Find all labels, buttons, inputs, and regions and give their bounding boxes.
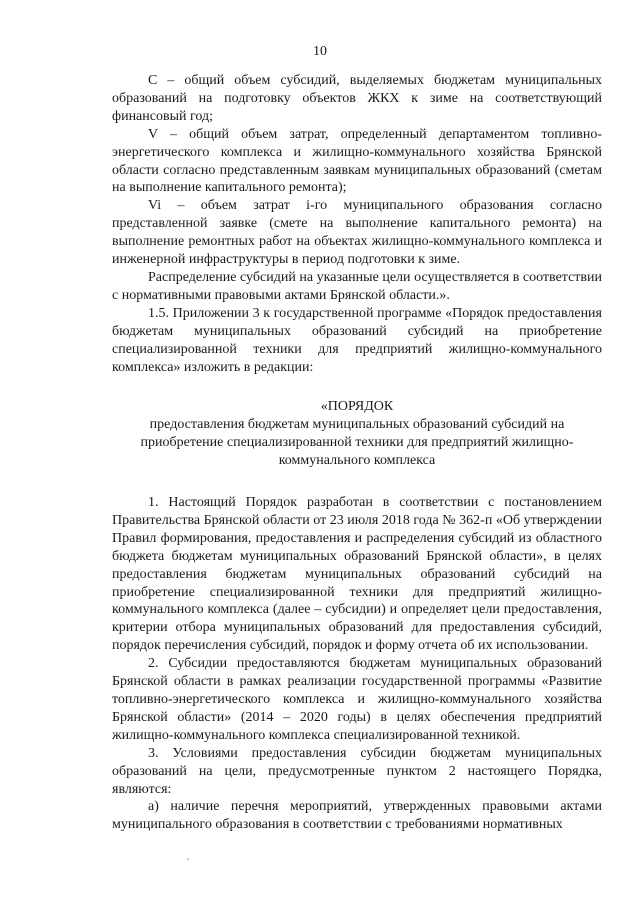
paragraph-item-3a: а) наличие перечня мероприятий, утвержденных правовыми актами муниципального образования в соответствии с требованиями нормативных bbox=[112, 799, 602, 833]
paragraph-amendment-1-5: 1.5. Приложении 3 к государственной программе «Порядок предоставления бюджетам муниципальных образований субсидий на приобретение специализированной техники для предприятий жилищно-коммунального комплекса» изложить в редакции: bbox=[112, 305, 602, 375]
paragraph-item-3: 3. Условиями предоставления субсидии бюджетам муниципальных образований на цели, предусмотренные пунктом 2 настоящего Порядка, являются: bbox=[112, 745, 602, 797]
scan-speck bbox=[187, 858, 189, 860]
procedure-subtitle: предоставления бюджетам муниципальных образований субсидий на приобретение специализированной техники для предприятий жилищно-коммунального комплекса bbox=[140, 417, 574, 469]
procedure-body bbox=[112, 494, 602, 834]
paragraph-item-2: 2. Субсидии предоставляются бюджетам муниципальных образований Брянской области в рамках реализации государственной программы «Развитие топливно-энергетического комплекса и жилищно-коммунального хозяйства Брянской области» (2014 – 2020 годы) в целях обеспечения предприятий жилищно-коммунального комплекса специализированной техникой. bbox=[112, 656, 602, 743]
paragraph-c-definition: С – общий объем субсидий, выделяемых бюджетам муниципальных образований на подготовку объектов ЖКХ к зиме на соответствующий финансовый год; bbox=[112, 73, 602, 124]
paragraph-v-definition: V – общий объем затрат, определенный департаментом топливно-энергетического комплекса и жилищно-коммунального хозяйства Брянской области согласно представленным заявкам муниципальных образований (сметам на выполнение капитального ремонта); bbox=[112, 126, 602, 196]
document-body bbox=[112, 72, 602, 834]
page-number: 10 bbox=[313, 44, 327, 59]
procedure-title bbox=[112, 398, 602, 470]
paragraph-vi-definition: Vi – объем затрат i-го муниципального образования согласно представленной заявке (смете на выполнение капитального ремонта) на выполнение ремонтных работ на объектах жилищно-коммунального комплекса и инженерной инфраструктуры в период подготовки к зиме. bbox=[112, 198, 602, 268]
paragraph-item-1: 1. Настоящий Порядок разработан в соответствии с постановлением Правительства Брянской области от 23 июля 2018 года № 362-п «Об утверждении Правил формирования, предоставления и распределения субсидий из областного бюджета бюджетам муниципальных образований Брянской области», в целях предоставления бюджетам муниципальных образований субсидий на приобретение специализированной техники для предприятий жилищно-коммунального комплекса (далее – субсидии) и определяет цели предоставления, критерии отбора муниципальных образований для предоставления субсидий, порядок перечисления субсидий, порядок и форму отчета об их использовании. bbox=[112, 495, 602, 654]
procedure-heading: «ПОРЯДОК bbox=[320, 399, 394, 415]
intro-section bbox=[112, 72, 602, 376]
paragraph-distribution: Распределение субсидий на указанные цели осуществляется в соответствии с нормативными правовыми актами Брянской области.». bbox=[112, 269, 602, 303]
